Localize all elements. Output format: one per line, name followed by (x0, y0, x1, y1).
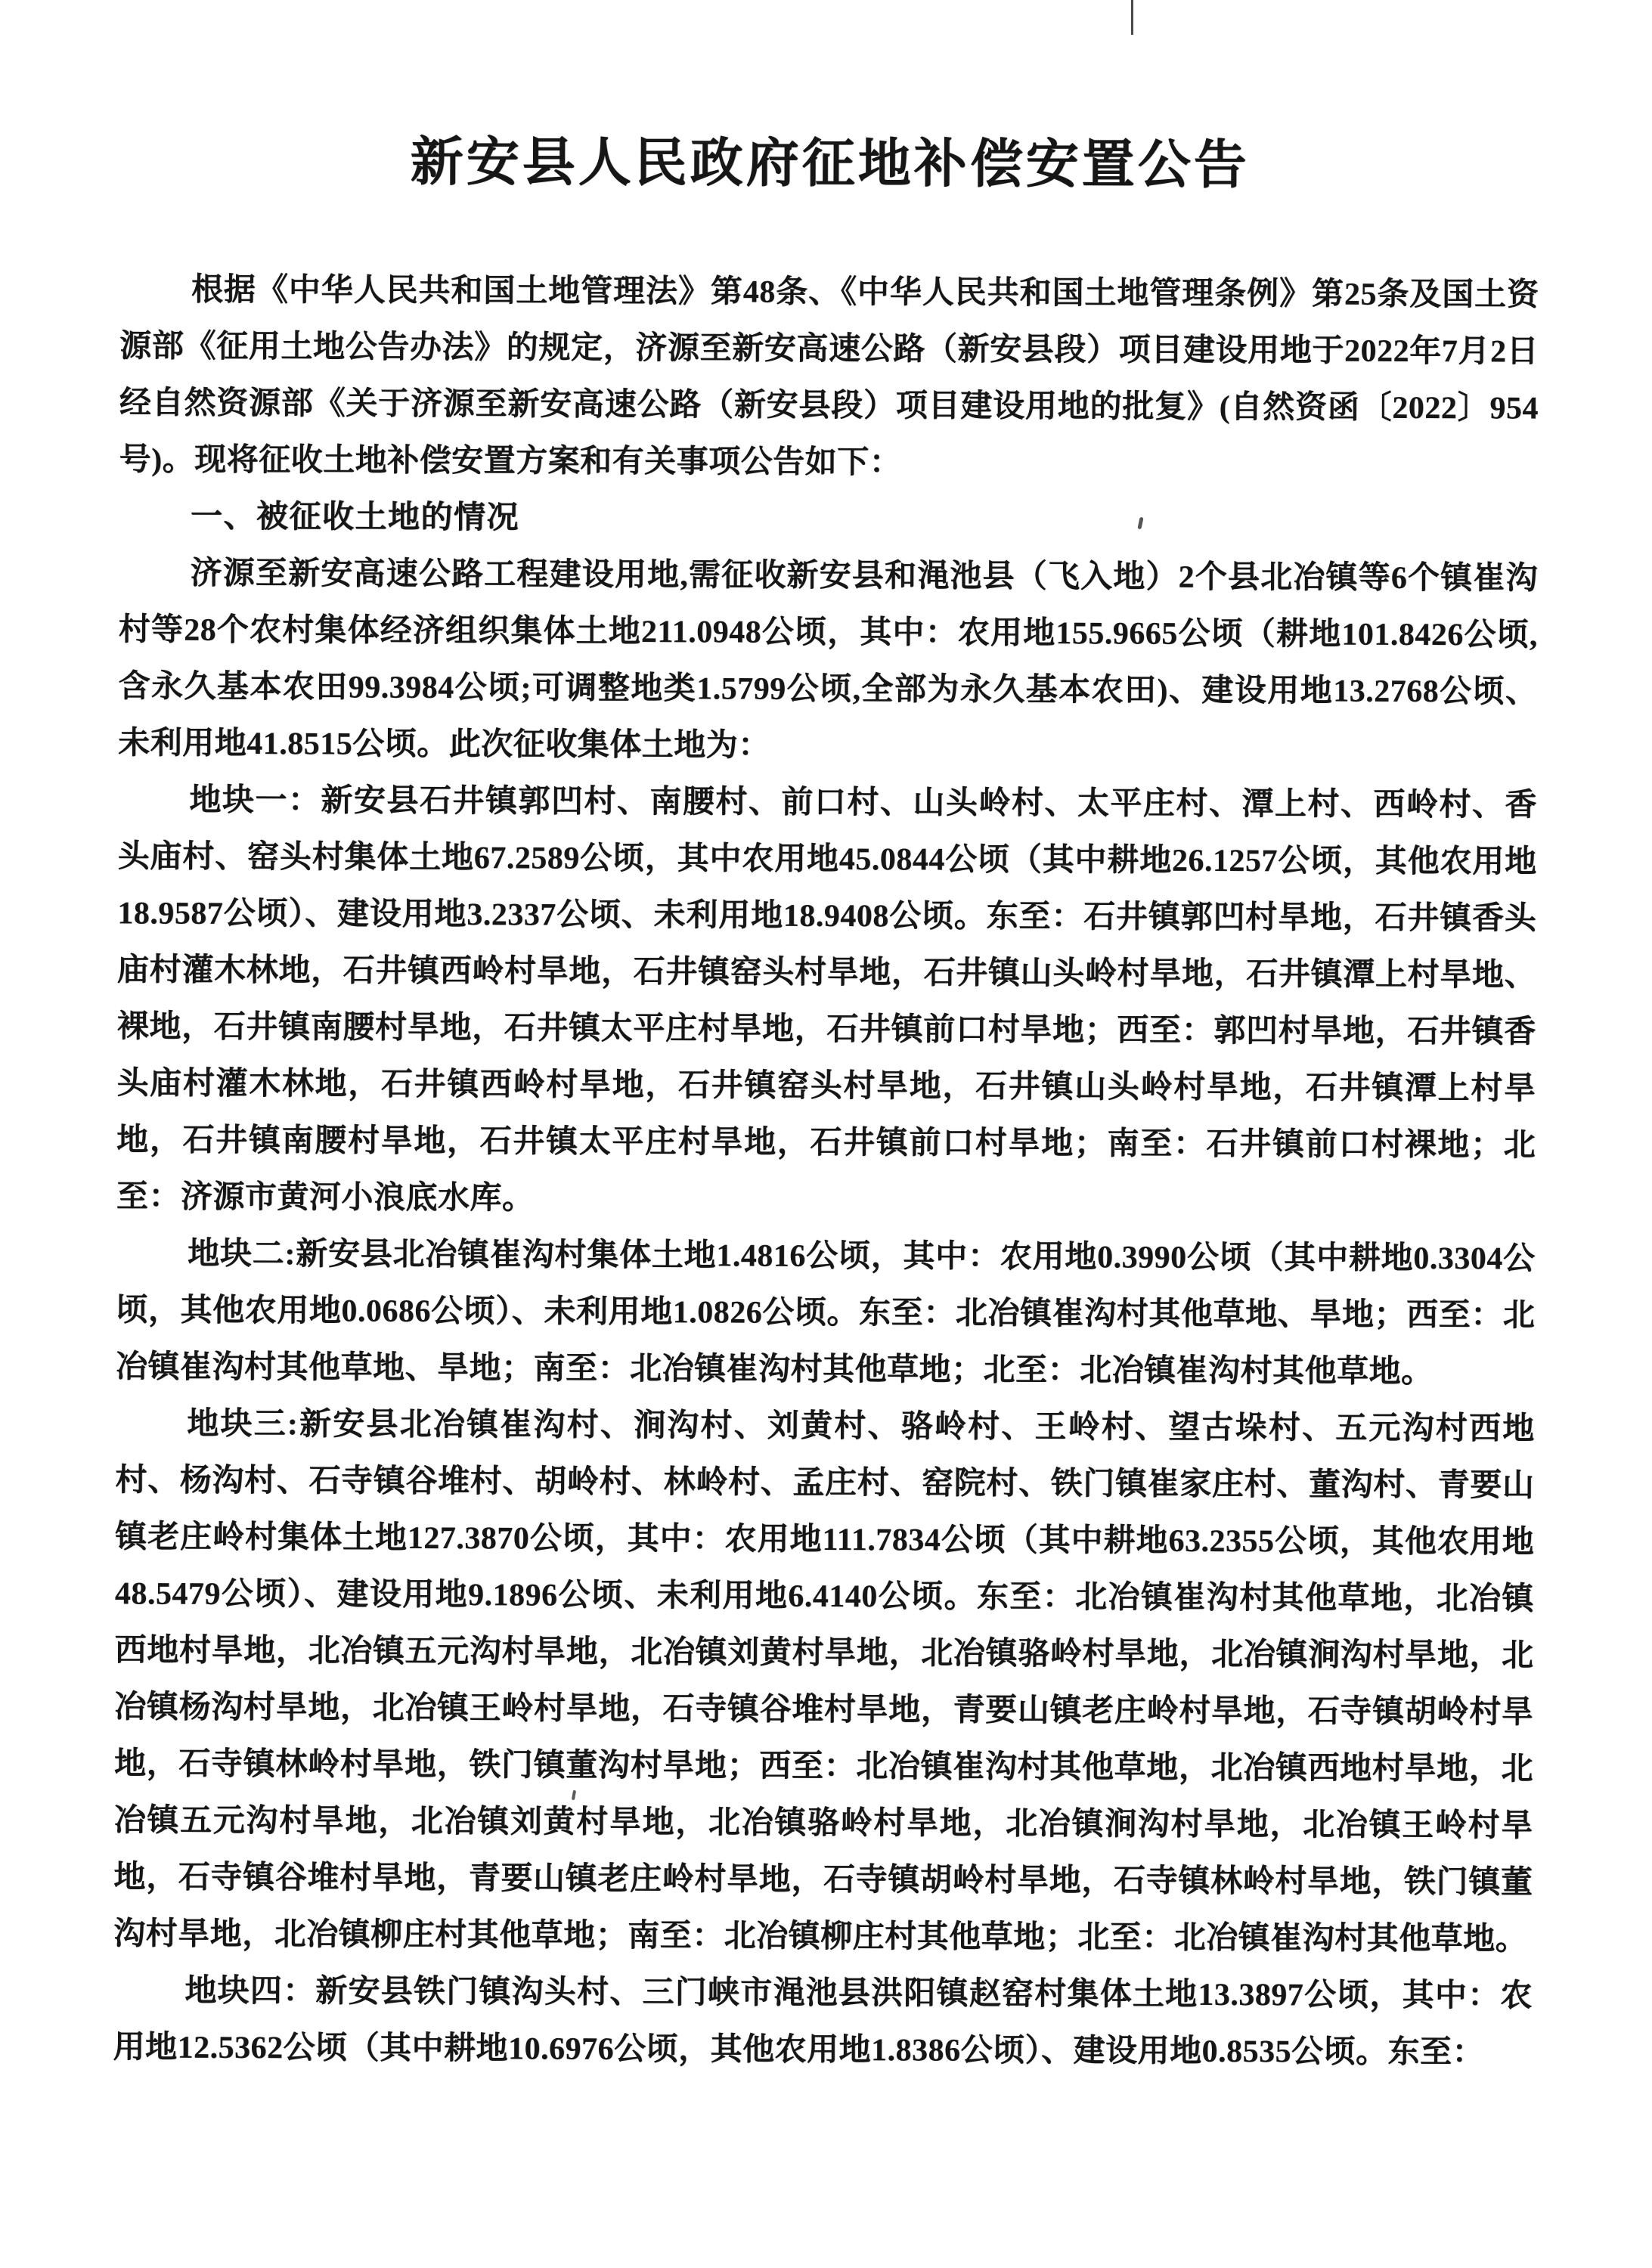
paragraph-legal-basis: 根据《中华人民共和国土地管理法》第48条、《中华人民共和国土地管理条例》第25条及国土资源部《征用土地公告办法》的规定，济源至新安高速公路（新安县段）项目建设用地于2022年7月2日经自然资源部《关于济源至新安高速公路（新安县段）项目建设用地的批复》(自然资函〔2022〕954号)。现将征收土地补偿安置方案和有关事项公告如下： (119, 272, 1539, 481)
paragraph-land-block-1: 地块一：新安县石井镇郭凹村、南腰村、前口村、山头岭村、太平庄村、潭上村、西岭村、香头庙村、窑头村集体土地67.2589公顷，其中农用地45.0844公顷（其中耕地26.1257公顷，其他农用地18.9587公顷）、建设用地3.2337公顷、未利用地18.9408公顷。东至：石井镇郭凹村旱地，石井镇香头庙村灌木林地，石井镇西岭村旱地，石井镇窑头村旱地，石井镇山头岭村旱地，石井镇潭上村旱地、裸地，石井镇南腰村旱地，石井镇太平庄村旱地，石井镇前口村旱地；西至：郭凹村旱地，石井镇香头庙村灌木林地，石井镇西岭村旱地，石井镇窑头村旱地，石井镇山头岭村旱地，石井镇潭上村旱地，石井镇南腰村旱地，石井镇太平庄村旱地，石井镇前口村旱地；南至：石井镇前口村裸地；北至：济源市黄河小浪底水库。 (116, 782, 1538, 1216)
document-content (113, 0, 1540, 2082)
document-title: 新安县人民政府征地补偿安置公告 (410, 133, 1250, 196)
section-heading-land-condition: 一、被征收土地的情况 (190, 499, 519, 536)
paragraph-land-block-3: 地块三:新安县北冶镇崔沟村、涧沟村、刘黄村、骆岭村、王岭村、望古垛村、五元沟村西地村、杨沟村、石寺镇谷堆村、胡岭村、林岭村、孟庄村、窑院村、铁门镇崔家庄村、董沟村、青要山镇老庄岭村集体土地127.3870公顷，其中：农用地111.7834公顷（其中耕地63.2355公顷，其他农用地48.5479公顷）、建设用地9.1896公顷、未利用地6.4140公顷。东至：北冶镇崔沟村其他草地，北冶镇西地村旱地，北冶镇五元沟村旱地，北冶镇刘黄村旱地，北冶镇骆岭村旱地，北冶镇涧沟村旱地，北冶镇杨沟村旱地，北冶镇王岭村旱地，石寺镇谷堆村旱地，青要山镇老庄岭村旱地，石寺镇胡岭村旱地，石寺镇林岭村旱地，铁门镇董沟村旱地；西至：北冶镇崔沟村其他草地，北冶镇西地村旱地，北冶镇五元沟村旱地，北冶镇刘黄村旱地，北冶镇骆岭村旱地，北冶镇涧沟村旱地，北冶镇王岭村旱地，石寺镇谷堆村旱地，青要山镇老庄岭村旱地，石寺镇胡岭村旱地，石寺镇林岭村旱地，铁门镇董沟村旱地，北冶镇柳庄村其他草地；南至：北冶镇柳庄村其他草地；北至：北冶镇崔沟村其他草地。 (113, 1406, 1535, 1957)
paragraph-land-block-2: 地块二:新安县北冶镇崔沟村集体土地1.4816公顷，其中：农用地0.3990公顷（其中耕地0.3304公顷，其他农用地0.0686公顷）、未利用地1.0826公顷。东至：北冶镇崔沟村其他草地、旱地；西至：北冶镇崔沟村其他草地、旱地；南至：北冶镇崔沟村其他草地；北至：北冶镇崔沟村其他草地。 (115, 1236, 1536, 1390)
paragraph-land-overview: 济源至新安高速公路工程建设用地,需征收新安县和渑池县（飞入地）2个县北冶镇等6个镇崔沟村等28个农村集体经济组织集体土地211.0948公顷，其中：农用地155.9665公顷（耕地101.8426公顷,含永久基本农田99.3984公顷;可调整地类1.5799公顷,全部为永久基本农田)、建设用地13.2768公顷、未利用地41.8515公顷。此次征收集体土地为： (118, 556, 1539, 764)
paragraph-land-block-4: 地块四：新安县铁门镇沟头村、三门峡市渑池县洪阳镇赵窑村集体土地13.3897公顷，其中：农用地12.5362公顷（其中耕地10.6976公顷，其他农用地1.8386公顷）、建设用地0.8535公顷。东至： (113, 1973, 1533, 2071)
